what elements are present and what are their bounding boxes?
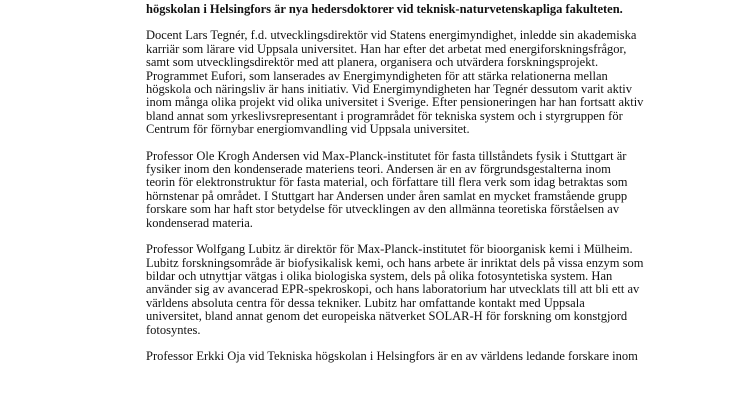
text-line: Programmet Eufori, som lanserades av Energimyndigheten för att stärka relationerna mellan (146, 68, 608, 83)
paragraph-tegner (146, 29, 736, 136)
text-line: världens absoluta centra för dessa tekniker. Lubitz har omfattande kontakt med Uppsala (146, 295, 585, 310)
text-line: Professor Wolfgang Lubitz är direktör för Max-Planck-institutet för bioorganisk kemi i Mülheim. (146, 242, 633, 257)
text-line: bildar och utnyttjar vätgas i olika biologiska system, dels på olika fotosyntetiska system. Han (146, 268, 613, 283)
text-line: teorin för elektronstruktur för fasta material, och författare till flera verk som idag betraktas som (146, 175, 628, 190)
text-line: bland annat som yrkeslivsrepresentant i programrådet för tekniska system och i styrgruppen för (146, 108, 623, 123)
text-line: Centrum för förnybar energiomvandling vid Uppsala universitet. (146, 122, 470, 137)
text-line: karriär som lärare vid Uppsala universitet. Han har efter det arbetat med energiforskningsfrågor, (146, 41, 627, 56)
text-line: inom många olika projekt vid olika universitet i Sverige. Efter pensioneringen har han fortsatt aktiv (146, 95, 644, 110)
intro-line: högskolan i Helsingfors är nya hedersdoktorer vid teknisk-naturvetenskapliga fakulteten. (146, 2, 623, 16)
paragraph-oja (146, 350, 736, 363)
text-line: använder sig av avancerad EPR-spekroskopi, och hans laboratorium har utvecklats till att bli ett av (146, 282, 640, 297)
text-line: universitet, bland annat genom det europeiska nätverket SOLAR-H för forskning om konstgjord (146, 309, 628, 324)
text-line: forskare som har haft stor betydelse för utvecklingen av den allmänna teoretiska förståelsen av (146, 202, 620, 217)
text-line: hörnstenar på området. I Stuttgart har Andersen under åren samlat en mycket framstående grupp (146, 188, 628, 203)
text-line: Professor Erkki Oja vid Tekniska högskolan i Helsingfors är en av världens ledande forskare inom (146, 348, 638, 363)
text-line: samt som utvecklingsdirektör med att planera, organisera och utvärdera forskningsprojekt. (146, 55, 599, 70)
text-line: högskola och näringsliv är hans initiativ. Vid Energimyndigheten har Tegnér dessutom varit aktiv (146, 82, 633, 97)
paragraph-lubitz (146, 243, 736, 337)
text-line: kondenserad materia. (146, 215, 253, 230)
text-line: Professor Ole Krogh Andersen vid Max-Planck-institutet för fasta tillståndets fysik i Stuttgart är (146, 148, 627, 163)
paragraph-andersen (146, 150, 736, 230)
text-line: fotosyntes. (146, 322, 201, 337)
text-line: Lubitz forskningsområde är biofysikalisk kemi, och hans arbete är inriktat dels på vissa enzym som (146, 255, 644, 270)
text-line: fysiker inom den kondenserade materiens teori. Andersen är en av förgrundsgestalterna inom (146, 162, 611, 177)
document-body (146, 3, 736, 376)
text-line: Docent Lars Tegnér, f.d. utvecklingsdirektör vid Statens energimyndighet, inledde sin akademiska (146, 28, 637, 43)
